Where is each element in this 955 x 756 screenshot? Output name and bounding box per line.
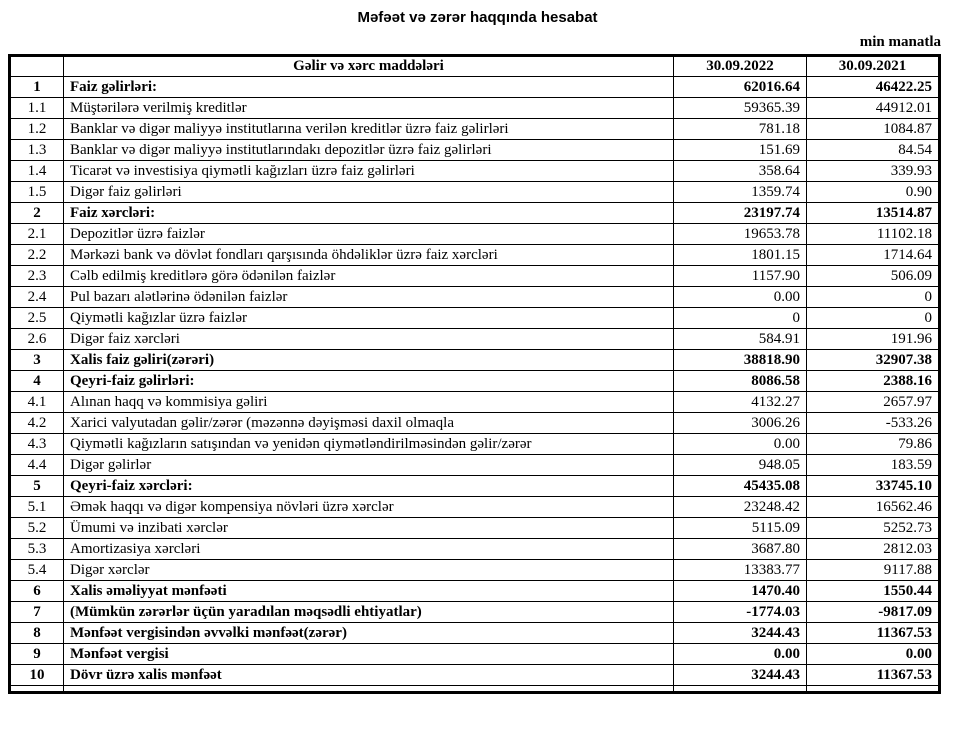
- row-item-label: Qeyri-faiz gəlirləri:: [64, 371, 674, 392]
- row-number: 2.2: [10, 245, 64, 266]
- row-number: 8: [10, 623, 64, 644]
- row-value-2021: 1084.87: [807, 119, 940, 140]
- row-value-2022: 0.00: [674, 644, 807, 665]
- table-row: [10, 560, 940, 581]
- empty-cell: [64, 686, 674, 693]
- row-value-2022: 151.69: [674, 140, 807, 161]
- row-number: 4.3: [10, 434, 64, 455]
- row-number: 1.5: [10, 182, 64, 203]
- row-value-2022: 23197.74: [674, 203, 807, 224]
- row-number: 2.1: [10, 224, 64, 245]
- row-value-2022: 3244.43: [674, 623, 807, 644]
- table-row: [10, 434, 940, 455]
- row-value-2021: 11367.53: [807, 623, 940, 644]
- row-number: 2.4: [10, 287, 64, 308]
- unit-note: min manatla: [859, 34, 941, 50]
- row-item-label: Qiymətli kağızların satışından və yenidən qiymətləndirilməsindən gəlir/zərər: [64, 434, 674, 455]
- row-item-label: Xalis faiz gəliri(zərəri): [64, 350, 674, 371]
- row-value-2022: 13383.77: [674, 560, 807, 581]
- row-value-2021: 191.96: [807, 329, 940, 350]
- table-row: [10, 77, 940, 98]
- empty-cell: [674, 686, 807, 693]
- row-value-2021: 32907.38: [807, 350, 940, 371]
- row-value-2022: 38818.90: [674, 350, 807, 371]
- row-value-2021: 84.54: [807, 140, 940, 161]
- row-value-2022: 3006.26: [674, 413, 807, 434]
- row-value-2021: 1550.44: [807, 581, 940, 602]
- row-value-2021: 11102.18: [807, 224, 940, 245]
- table-row: [10, 98, 940, 119]
- col-header-no: [10, 56, 64, 77]
- table-row: [10, 392, 940, 413]
- row-value-2022: 23248.42: [674, 497, 807, 518]
- table-row: [10, 413, 940, 434]
- row-number: 1.4: [10, 161, 64, 182]
- row-value-2021: 9117.88: [807, 560, 940, 581]
- row-value-2022: 1157.90: [674, 266, 807, 287]
- row-value-2022: 0.00: [674, 287, 807, 308]
- row-item-label: Depozitlər üzrə faizlər: [64, 224, 674, 245]
- table-row: [10, 308, 940, 329]
- col-header-items: Gəlir və xərc maddələri: [64, 56, 674, 77]
- row-value-2022: 59365.39: [674, 98, 807, 119]
- row-number: 5.3: [10, 539, 64, 560]
- table-row: [10, 161, 940, 182]
- row-value-2022: 3244.43: [674, 665, 807, 686]
- row-number: 2.3: [10, 266, 64, 287]
- row-item-label: Digər xərclər: [64, 560, 674, 581]
- row-item-label: Mənfəət vergisindən əvvəlki mənfəət(zərər): [64, 623, 674, 644]
- row-number: 4.4: [10, 455, 64, 476]
- row-value-2022: 0: [674, 308, 807, 329]
- table-row: [10, 266, 940, 287]
- row-number: 5.2: [10, 518, 64, 539]
- row-value-2021: 33745.10: [807, 476, 940, 497]
- table-empty-row: [10, 686, 940, 693]
- row-value-2022: 781.18: [674, 119, 807, 140]
- row-value-2021: 16562.46: [807, 497, 940, 518]
- row-number: 4: [10, 371, 64, 392]
- row-item-label: Mərkəzi bank və dövlət fondları qarşısında öhdəliklər üzrə faiz xərcləri: [64, 245, 674, 266]
- table-row: [10, 476, 940, 497]
- row-item-label: Faiz gəlirləri:: [64, 77, 674, 98]
- row-number: 3: [10, 350, 64, 371]
- row-item-label: Ümumi və inzibati xərclər: [64, 518, 674, 539]
- row-number: 7: [10, 602, 64, 623]
- row-number: 5.1: [10, 497, 64, 518]
- row-item-label: Müştərilərə verilmiş kreditlər: [64, 98, 674, 119]
- row-number: 5.4: [10, 560, 64, 581]
- table-row: [10, 665, 940, 686]
- row-number: 5: [10, 476, 64, 497]
- row-value-2022: 19653.78: [674, 224, 807, 245]
- col-header-2021: 30.09.2021: [807, 56, 940, 77]
- row-item-label: Digər gəlirlər: [64, 455, 674, 476]
- table-row: [10, 623, 940, 644]
- row-value-2022: 5115.09: [674, 518, 807, 539]
- row-number: 4.1: [10, 392, 64, 413]
- row-value-2022: 948.05: [674, 455, 807, 476]
- row-value-2021: 11367.53: [807, 665, 940, 686]
- table-row: [10, 203, 940, 224]
- row-value-2022: 1359.74: [674, 182, 807, 203]
- row-number: 2.6: [10, 329, 64, 350]
- row-value-2021: 13514.87: [807, 203, 940, 224]
- row-item-label: Pul bazarı alətlərinə ödənilən faizlər: [64, 287, 674, 308]
- row-value-2021: 79.86: [807, 434, 940, 455]
- table-row: [10, 140, 940, 161]
- row-value-2022: 45435.08: [674, 476, 807, 497]
- table-row: [10, 119, 940, 140]
- table-row: [10, 644, 940, 665]
- table-row: [10, 287, 940, 308]
- table-row: [10, 224, 940, 245]
- profit-loss-table: [8, 54, 941, 694]
- row-number: 2.5: [10, 308, 64, 329]
- table-body: [10, 77, 940, 686]
- row-value-2021: 339.93: [807, 161, 940, 182]
- row-number: 1.1: [10, 98, 64, 119]
- row-value-2021: 2657.97: [807, 392, 940, 413]
- row-item-label: Banklar və digər maliyyə institutlarına verilən kreditlər üzrə faiz gəlirləri: [64, 119, 674, 140]
- row-item-label: Mənfəət vergisi: [64, 644, 674, 665]
- row-value-2021: 506.09: [807, 266, 940, 287]
- row-number: 1: [10, 77, 64, 98]
- row-value-2021: 44912.01: [807, 98, 940, 119]
- table-row: [10, 371, 940, 392]
- row-item-label: Dövr üzrə xalis mənfəət: [64, 665, 674, 686]
- row-number: 9: [10, 644, 64, 665]
- table-header-row: [10, 56, 940, 77]
- row-item-label: Cəlb edilmiş kreditlərə görə ödənilən faizlər: [64, 266, 674, 287]
- row-value-2021: 2812.03: [807, 539, 940, 560]
- row-item-label: (Mümkün zərərlər üçün yaradılan məqsədli ehtiyatlar): [64, 602, 674, 623]
- row-value-2021: 183.59: [807, 455, 940, 476]
- row-value-2021: 5252.73: [807, 518, 940, 539]
- row-number: 2: [10, 203, 64, 224]
- table-row: [10, 497, 940, 518]
- table-row: [10, 602, 940, 623]
- row-item-label: Ticarət və investisiya qiymətli kağızları üzrə faiz gəlirləri: [64, 161, 674, 182]
- row-value-2021: -533.26: [807, 413, 940, 434]
- row-value-2021: -9817.09: [807, 602, 940, 623]
- row-value-2022: 1470.40: [674, 581, 807, 602]
- row-item-label: Banklar və digər maliyyə institutlarındakı depozitlər üzrə faiz gəlirləri: [64, 140, 674, 161]
- row-item-label: Qeyri-faiz xərcləri:: [64, 476, 674, 497]
- row-item-label: Faiz xərcləri:: [64, 203, 674, 224]
- row-value-2021: 0.90: [807, 182, 940, 203]
- table-row: [10, 350, 940, 371]
- row-value-2022: 62016.64: [674, 77, 807, 98]
- row-value-2022: 358.64: [674, 161, 807, 182]
- row-item-label: Alınan haqq və kommisiya gəliri: [64, 392, 674, 413]
- row-item-label: Amortizasiya xərcləri: [64, 539, 674, 560]
- table-row: [10, 539, 940, 560]
- row-number: 10: [10, 665, 64, 686]
- row-item-label: Digər faiz xərcləri: [64, 329, 674, 350]
- row-item-label: Qiymətli kağızlar üzrə faizlər: [64, 308, 674, 329]
- col-header-2022: 30.09.2022: [674, 56, 807, 77]
- row-value-2021: 1714.64: [807, 245, 940, 266]
- table-row: [10, 182, 940, 203]
- row-value-2021: 2388.16: [807, 371, 940, 392]
- row-item-label: Digər faiz gəlirləri: [64, 182, 674, 203]
- row-number: 1.3: [10, 140, 64, 161]
- report-title: Məfəət və zərər haqqında hesabat: [357, 9, 598, 26]
- row-value-2021: 0: [807, 308, 940, 329]
- row-number: 4.2: [10, 413, 64, 434]
- row-item-label: Xarici valyutadan gəlir/zərər (məzənnə dəyişməsi daxil olmaqla: [64, 413, 674, 434]
- table-row: [10, 329, 940, 350]
- row-item-label: Əmək haqqı və digər kompensiya növləri üzrə xərclər: [64, 497, 674, 518]
- empty-cell: [807, 686, 940, 693]
- table-row: [10, 245, 940, 266]
- row-item-label: Xalis əməliyyat mənfəəti: [64, 581, 674, 602]
- row-value-2021: 0: [807, 287, 940, 308]
- row-value-2022: -1774.03: [674, 602, 807, 623]
- row-number: 1.2: [10, 119, 64, 140]
- row-value-2021: 0.00: [807, 644, 940, 665]
- row-number: 6: [10, 581, 64, 602]
- row-value-2022: 584.91: [674, 329, 807, 350]
- row-value-2022: 3687.80: [674, 539, 807, 560]
- table-row: [10, 581, 940, 602]
- empty-cell: [10, 686, 64, 693]
- row-value-2022: 0.00: [674, 434, 807, 455]
- row-value-2022: 4132.27: [674, 392, 807, 413]
- table-row: [10, 455, 940, 476]
- row-value-2022: 8086.58: [674, 371, 807, 392]
- row-value-2021: 46422.25: [807, 77, 940, 98]
- row-value-2022: 1801.15: [674, 245, 807, 266]
- table-row: [10, 518, 940, 539]
